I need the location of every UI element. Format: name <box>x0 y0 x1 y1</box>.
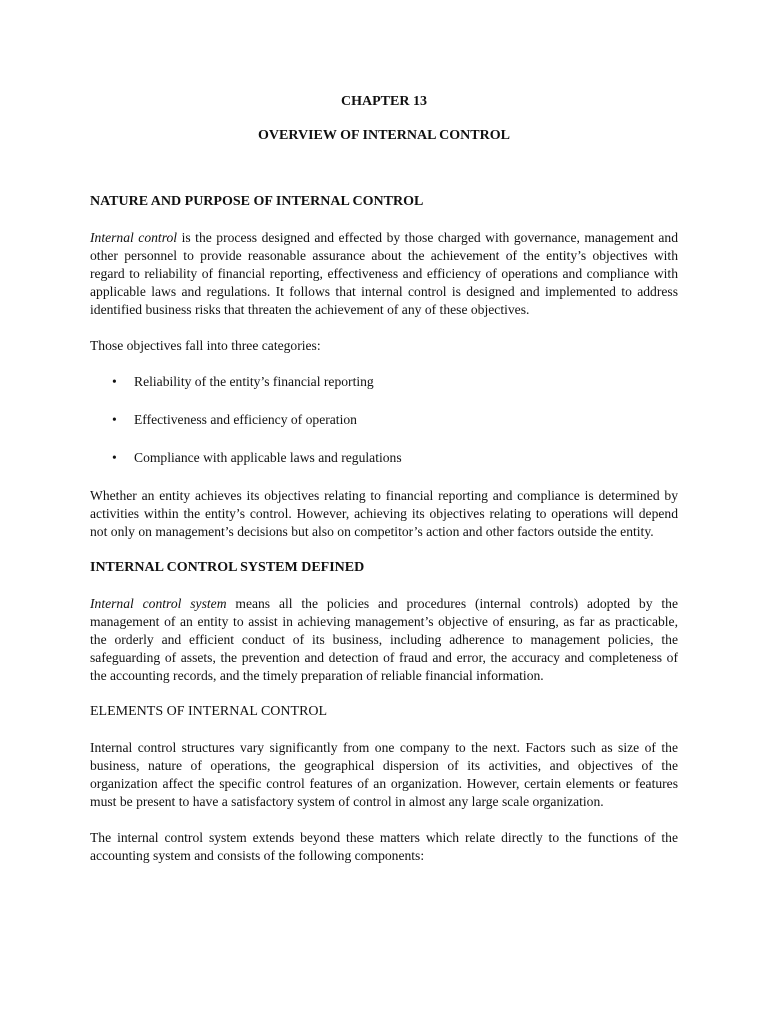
chapter-number: CHAPTER 13 <box>341 94 427 109</box>
chapter-title: OVERVIEW OF INTERNAL CONTROL <box>258 128 510 143</box>
paragraph-text: is the process designed and effected by those charged with governance, management and other personnel to provide reasonable assurance about the achievement of the entity’s objectives with regard to reliability of financial reporting, effectiveness and efficiency of operations and compliance with applicable laws and regulations. It follows that internal control is designed and implemented to address identified business risks that threaten the achievement of any of these objectives. <box>90 230 678 317</box>
bullet-icon: • <box>112 450 117 465</box>
paragraph-objectives-achievement: Whether an entity achieves its objectives relating to financial reporting and compliance is determined by activities within the entity’s control. However, achieving its objectives relating to operations will depend not only on management’s decisions but also on competitor’s action and other factors outside the entity. <box>90 488 678 539</box>
bullet-icon: • <box>112 412 117 427</box>
paragraph-text: means all the policies and procedures (internal controls) adopted by the management of an entity to assist in achieving management’s objective of ensuring, as far as practicable, the orderly and efficient conduct of its business, including adherence to management policies, the safeguarding of assets, the prevention and detection of fraud and error, the accuracy and completeness of the accounting records, and the timely preparation of reliable financial information. <box>90 596 678 683</box>
list-item <box>90 411 678 429</box>
paragraph-internal-control-definition <box>90 229 678 319</box>
paragraph-internal-control-system-definition <box>90 595 678 685</box>
term-internal-control: Internal control <box>90 230 178 245</box>
document-body <box>90 193 678 883</box>
bullet-icon: • <box>112 374 117 389</box>
list-item-text: Reliability of the entity’s financial reporting <box>134 374 374 389</box>
section-heading-nature: NATURE AND PURPOSE OF INTERNAL CONTROL <box>90 194 424 209</box>
section-heading-system: INTERNAL CONTROL SYSTEM DEFINED <box>90 560 365 575</box>
term-internal-control-system: Internal control system <box>90 596 227 611</box>
paragraph-control-components: The internal control system extends beyond these matters which relate directly to the functions of the accounting system and consists of the following components: <box>90 830 678 863</box>
section-heading-elements: ELEMENTS OF INTERNAL CONTROL <box>90 704 328 719</box>
list-item-text: Compliance with applicable laws and regulations <box>134 450 402 465</box>
document-page <box>90 0 678 1024</box>
list-item-text: Effectiveness and efficiency of operation <box>134 412 357 427</box>
list-item <box>90 449 678 467</box>
objectives-list <box>90 373 678 467</box>
paragraph-objectives-intro: Those objectives fall into three categories: <box>90 338 321 353</box>
paragraph-control-structures: Internal control structures vary significantly from one company to the next. Factors such as size of the business, nature of operations, the geographical dispersion of its activities, and objectives of the organization affect the specific control features of an organization. However, certain elements or features must be present to have a satisfactory system of control in almost any large scale organization. <box>90 740 678 809</box>
list-item <box>90 373 678 391</box>
